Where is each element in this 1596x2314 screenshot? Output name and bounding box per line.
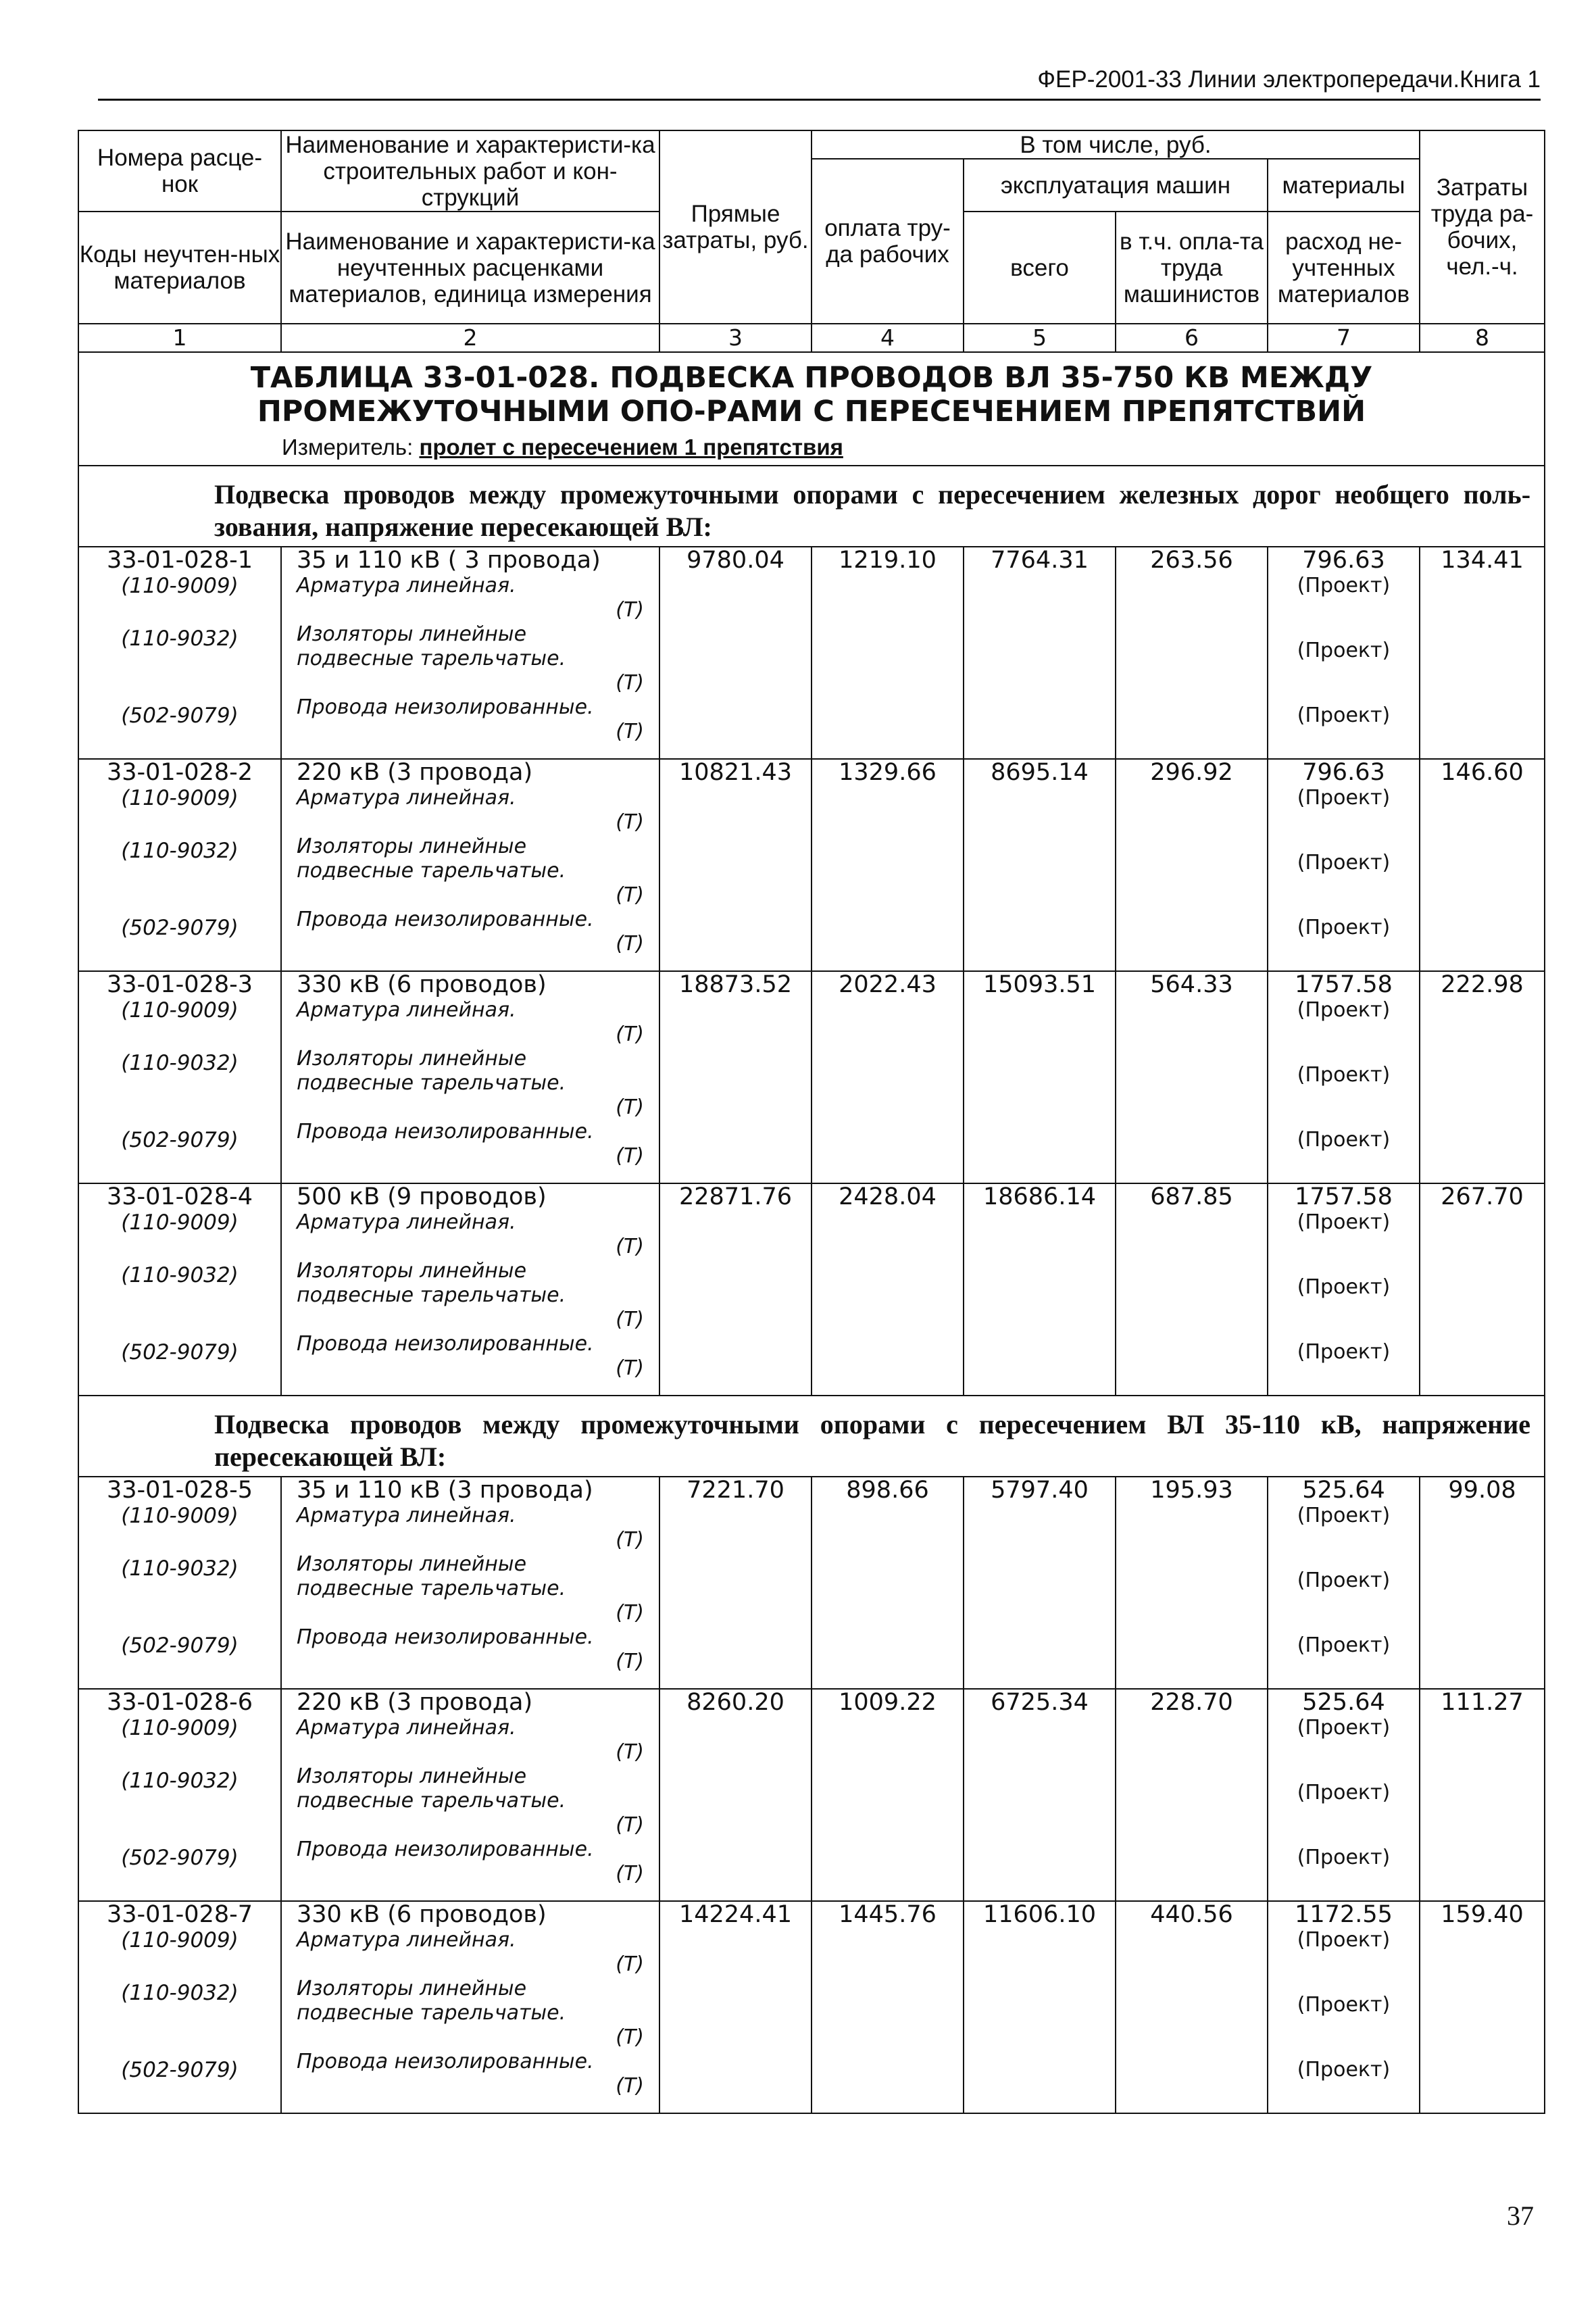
material-unit: (Проект) (1297, 1781, 1391, 1804)
header-rule (98, 99, 1541, 101)
material-type-mark: (Т) (616, 1650, 644, 1673)
machinist-pay-cell (1116, 759, 1268, 971)
work-name-cell (281, 547, 659, 759)
material-name: Провода неизолированные. (297, 695, 594, 719)
table-row (78, 1477, 1545, 1689)
material-type-mark: (Т) (616, 1023, 644, 1046)
column-number: 4 (812, 324, 964, 352)
column-number: 3 (659, 324, 812, 352)
material-unit: (Проект) (1297, 998, 1391, 1022)
material-unit: (Проект) (1297, 639, 1391, 662)
material-type-mark: (Т) (616, 1356, 644, 1380)
worker-pay-cell (812, 1183, 964, 1396)
material-type-mark: (Т) (616, 1144, 644, 1168)
material-type-mark: (Т) (616, 720, 644, 743)
material-type-mark: (Т) (616, 1235, 644, 1258)
direct-costs-value: 14224.41 (678, 1901, 792, 1928)
direct-costs-cell (659, 1183, 812, 1396)
material-unit: (Проект) (1297, 1504, 1391, 1527)
machines-total-value: 6725.34 (991, 1689, 1089, 1716)
machinist-pay-cell (1116, 1689, 1268, 1901)
direct-costs-value: 9780.04 (687, 547, 784, 574)
material-name: Изоляторы линейные подвесные тарельчатые. (297, 1765, 566, 1813)
machines-total-cell (964, 971, 1116, 1183)
material-type-mark: (Т) (616, 2025, 644, 2049)
material-name: Изоляторы линейные подвесные тарельчатые. (297, 835, 566, 883)
machines-total-cell (964, 1689, 1116, 1901)
materials-cell (1268, 1477, 1420, 1689)
labor-hours-cell (1420, 759, 1545, 971)
section-heading-cell (78, 466, 1545, 547)
material-code: (110-9009) (121, 574, 239, 598)
header-machine-operation: эксплуатация машин (964, 159, 1268, 212)
work-name: 220 кВ (3 провода) (297, 1689, 533, 1716)
material-unit: (Проект) (1297, 1846, 1391, 1869)
material-name: Арматура линейная. (297, 998, 516, 1022)
worker-pay-cell (812, 547, 964, 759)
machines-total-value: 15093.51 (982, 971, 1096, 998)
machines-total-cell (964, 1901, 1116, 2113)
material-name: Арматура линейная. (297, 1504, 516, 1527)
machinist-pay-value: 440.56 (1150, 1901, 1233, 1928)
measure-label: Измеритель: (282, 435, 414, 460)
materials-value: 525.64 (1302, 1477, 1385, 1504)
price-table (78, 130, 1545, 2114)
material-unit: (Проект) (1297, 2058, 1391, 2082)
material-unit: (Проект) (1297, 1716, 1391, 1740)
worker-pay-cell (812, 1477, 964, 1689)
material-unit: (Проект) (1297, 1928, 1391, 1952)
labor-hours-cell (1420, 1689, 1545, 1901)
header-material-codes: Коды неучтен-ных материалов (78, 212, 281, 324)
material-code: (502-9079) (121, 2058, 239, 2082)
direct-costs-cell (659, 1689, 812, 1901)
column-number: 2 (281, 324, 659, 352)
machines-total-value: 8695.14 (991, 759, 1089, 786)
rate-code-cell (78, 547, 281, 759)
rate-code: 33-01-028-2 (106, 759, 253, 786)
machines-total-cell (964, 1183, 1116, 1396)
machinist-pay-cell (1116, 1183, 1268, 1396)
labor-hours-value: 222.98 (1441, 971, 1524, 998)
measure-value: пролет с пересечением 1 препятствия (419, 435, 843, 460)
machinist-pay-value: 296.92 (1150, 759, 1233, 786)
labor-hours-cell (1420, 971, 1545, 1183)
material-code: (110-9032) (121, 1263, 239, 1287)
material-code: (502-9079) (121, 916, 239, 940)
material-unit: (Проект) (1297, 1128, 1391, 1152)
materials-cell (1268, 1689, 1420, 1901)
material-name: Провода неизолированные. (297, 908, 594, 931)
material-unit: (Проект) (1297, 704, 1391, 727)
rate-code: 33-01-028-6 (106, 1689, 253, 1716)
material-name: Провода неизолированные. (297, 1625, 594, 1649)
machinist-pay-cell (1116, 1901, 1268, 2113)
material-name: Провода неизолированные. (297, 1332, 594, 1356)
material-name: Изоляторы линейные подвесные тарельчатые. (297, 1977, 566, 2025)
work-name-cell (281, 1183, 659, 1396)
material-name: Арматура линейная. (297, 1928, 516, 1952)
machinist-pay-cell (1116, 547, 1268, 759)
materials-value: 525.64 (1302, 1689, 1385, 1716)
material-type-mark: (Т) (616, 598, 644, 622)
table-title-row (78, 352, 1545, 466)
header-including: В том числе, руб. (812, 130, 1420, 159)
materials-cell (1268, 971, 1420, 1183)
material-type-mark: (Т) (616, 883, 644, 907)
materials-value: 1757.58 (1295, 1183, 1393, 1210)
work-name-cell (281, 1477, 659, 1689)
work-name: 330 кВ (6 проводов) (297, 1901, 547, 1928)
materials-value: 1172.55 (1295, 1901, 1393, 1928)
machines-total-value: 11606.10 (982, 1901, 1096, 1928)
material-name: Арматура линейная. (297, 1210, 516, 1234)
material-name: Провода неизолированные. (297, 1120, 594, 1143)
running-head: ФЕР-2001-33 Линии электропередачи.Книга 1 (1037, 66, 1541, 93)
table-row (78, 759, 1545, 971)
material-code: (502-9079) (121, 1340, 239, 1364)
material-unit: (Проект) (1297, 1275, 1391, 1299)
rate-code: 33-01-028-4 (106, 1183, 253, 1210)
material-code: (110-9032) (121, 1769, 239, 1793)
price-table-container (78, 130, 1544, 2114)
direct-costs-value: 10821.43 (678, 759, 792, 786)
materials-value: 1757.58 (1295, 971, 1393, 998)
table-row (78, 547, 1545, 759)
rate-code-cell (78, 1477, 281, 1689)
labor-hours-value: 267.70 (1441, 1183, 1524, 1210)
table-row (78, 1901, 1545, 2113)
machinist-pay-value: 564.33 (1150, 971, 1233, 998)
labor-hours-cell (1420, 1901, 1545, 2113)
material-type-mark: (Т) (616, 932, 644, 956)
work-name-cell (281, 971, 659, 1183)
table-row (78, 1183, 1545, 1396)
material-unit: (Проект) (1297, 1210, 1391, 1234)
work-name: 35 и 110 кВ (3 провода) (297, 1477, 593, 1504)
material-code: (502-9079) (121, 1128, 239, 1152)
table-title-cell (78, 352, 1545, 466)
material-unit: (Проект) (1297, 574, 1391, 597)
material-name: Изоляторы линейные подвесные тарельчатые. (297, 1259, 566, 1307)
header-machines-total: всего (964, 212, 1116, 324)
header-direct-costs: Прямые затраты, руб. (659, 130, 812, 324)
work-name: 500 кВ (9 проводов) (297, 1183, 547, 1210)
material-code: (110-9032) (121, 1981, 239, 2005)
labor-hours-cell (1420, 1477, 1545, 1689)
machines-total-value: 5797.40 (991, 1477, 1089, 1504)
direct-costs-value: 22871.76 (678, 1183, 792, 1210)
section-heading-row (78, 1396, 1545, 1477)
direct-costs-cell (659, 1901, 812, 2113)
material-name: Изоляторы линейные подвесные тарельчатые. (297, 622, 566, 670)
machinist-pay-cell (1116, 1477, 1268, 1689)
rate-code: 33-01-028-7 (106, 1901, 253, 1928)
material-unit: (Проект) (1297, 1633, 1391, 1657)
material-code: (110-9032) (121, 1051, 239, 1075)
material-code: (502-9079) (121, 704, 239, 728)
materials-cell (1268, 547, 1420, 759)
section-heading-row (78, 466, 1545, 547)
table-row (78, 1689, 1545, 1901)
machinist-pay-cell (1116, 971, 1268, 1183)
section-heading: Подвеска проводов между промежуточными опорами с пересечением ВЛ 35-110 кВ, напряжение пересекающей ВЛ: (214, 1409, 1531, 1472)
material-code: (502-9079) (121, 1846, 239, 1870)
rate-code-cell (78, 1689, 281, 1901)
material-name: Провода неизолированные. (297, 1838, 594, 1861)
section-heading: Подвеска проводов между промежуточными опорами с пересечением железных дорог необщего поль-зования, напряжение пересекающей ВЛ: (214, 479, 1531, 542)
direct-costs-cell (659, 759, 812, 971)
material-type-mark: (Т) (616, 1740, 644, 1764)
header-unaccounted-materials: расход не-учтенных материалов (1268, 212, 1420, 324)
material-code: (110-9009) (121, 786, 239, 810)
material-type-mark: (Т) (616, 1308, 644, 1331)
direct-costs-value: 7221.70 (687, 1477, 784, 1504)
worker-pay-cell (812, 1901, 964, 2113)
labor-hours-value: 99.08 (1448, 1477, 1516, 1504)
work-name: 220 кВ (3 провода) (297, 759, 533, 786)
column-numbers-row (78, 324, 1545, 352)
machines-total-value: 18686.14 (982, 1183, 1096, 1210)
measure-line (79, 428, 1544, 465)
material-unit: (Проект) (1297, 851, 1391, 875)
material-name: Провода неизолированные. (297, 2050, 594, 2073)
material-unit: (Проект) (1297, 1340, 1391, 1364)
worker-pay-cell (812, 759, 964, 971)
rate-code: 33-01-028-5 (106, 1477, 253, 1504)
material-type-mark: (Т) (616, 1096, 644, 1119)
header-rate-numbers: Номера расце-нок (78, 130, 281, 212)
material-code: (110-9009) (121, 1504, 239, 1528)
worker-pay-cell (812, 971, 964, 1183)
rate-code-cell (78, 759, 281, 971)
material-unit: (Проект) (1297, 1993, 1391, 2017)
material-unit: (Проект) (1297, 1569, 1391, 1592)
material-name: Изоляторы линейные подвесные тарельчатые. (297, 1552, 566, 1600)
worker-pay-value: 1009.22 (839, 1689, 937, 1716)
material-type-mark: (Т) (616, 2074, 644, 2098)
material-name: Изоляторы линейные подвесные тарельчатые. (297, 1047, 566, 1095)
column-number: 8 (1420, 324, 1545, 352)
header-materials: материалы (1268, 159, 1420, 212)
material-code: (110-9032) (121, 1556, 239, 1581)
table-row (78, 971, 1545, 1183)
machines-total-value: 7764.31 (991, 547, 1089, 574)
labor-hours-cell (1420, 1183, 1545, 1396)
material-type-mark: (Т) (616, 1528, 644, 1552)
material-unit: (Проект) (1297, 916, 1391, 939)
material-code: (110-9009) (121, 998, 239, 1023)
material-code: (502-9079) (121, 1633, 239, 1658)
material-type-mark: (Т) (616, 1952, 644, 1976)
rate-code-cell (78, 1183, 281, 1396)
page-number: 37 (1507, 2200, 1534, 2231)
labor-hours-value: 111.27 (1441, 1689, 1524, 1716)
work-name: 330 кВ (6 проводов) (297, 971, 547, 998)
machinist-pay-value: 263.56 (1150, 547, 1233, 574)
labor-hours-cell (1420, 547, 1545, 759)
work-name-cell (281, 1901, 659, 2113)
work-name-cell (281, 1689, 659, 1901)
labor-hours-value: 146.60 (1441, 759, 1524, 786)
labor-hours-value: 134.41 (1441, 547, 1524, 574)
header-labor-hours: Затраты труда ра-бочих, чел.-ч. (1420, 130, 1545, 324)
table-title: ТАБЛИЦА 33-01-028. ПОДВЕСКА ПРОВОДОВ ВЛ 35-750 КВ МЕЖДУ ПРОМЕЖУТОЧНЫМИ ОПО-РАМИ С ПЕРЕСЕЧЕНИЕМ ПРЕПЯТСТВИЙ (250, 361, 1373, 428)
worker-pay-cell (812, 1689, 964, 1901)
work-name: 35 и 110 кВ ( 3 провода) (297, 547, 601, 574)
direct-costs-value: 8260.20 (687, 1689, 784, 1716)
material-code: (110-9009) (121, 1210, 239, 1235)
direct-costs-value: 18873.52 (678, 971, 792, 998)
header-material-names: Наименование и характеристи-ка неучтенных расценками материалов, единица измерения (281, 212, 659, 324)
header-work-name: Наименование и характеристи-ка строительных работ и кон-струкций (281, 130, 659, 212)
materials-cell (1268, 759, 1420, 971)
machinist-pay-value: 687.85 (1150, 1183, 1233, 1210)
machinist-pay-value: 195.93 (1150, 1477, 1233, 1504)
column-number: 6 (1116, 324, 1268, 352)
machinist-pay-value: 228.70 (1150, 1689, 1233, 1716)
materials-value: 796.63 (1302, 547, 1385, 574)
direct-costs-cell (659, 1477, 812, 1689)
material-name: Арматура линейная. (297, 1716, 516, 1740)
worker-pay-value: 2022.43 (839, 971, 937, 998)
material-unit: (Проект) (1297, 786, 1391, 810)
rate-code-cell (78, 1901, 281, 2113)
machines-total-cell (964, 759, 1116, 971)
worker-pay-value: 898.66 (846, 1477, 929, 1504)
material-type-mark: (Т) (616, 1862, 644, 1886)
material-type-mark: (Т) (616, 810, 644, 834)
materials-value: 796.63 (1302, 759, 1385, 786)
header-worker-pay: оплата тру-да рабочих (812, 159, 964, 324)
material-name: Арматура линейная. (297, 786, 516, 810)
material-type-mark: (Т) (616, 671, 644, 695)
material-type-mark: (Т) (616, 1601, 644, 1625)
materials-cell (1268, 1901, 1420, 2113)
material-type-mark: (Т) (616, 1813, 644, 1837)
material-name: Арматура линейная. (297, 574, 516, 597)
material-code: (110-9032) (121, 626, 239, 651)
material-code: (110-9032) (121, 839, 239, 863)
rate-code: 33-01-028-1 (106, 547, 253, 574)
header-machinist-pay: в т.ч. опла-та труда машинистов (1116, 212, 1268, 324)
direct-costs-cell (659, 547, 812, 759)
column-number: 7 (1268, 324, 1420, 352)
materials-cell (1268, 1183, 1420, 1396)
direct-costs-cell (659, 971, 812, 1183)
section-heading-cell (78, 1396, 1545, 1477)
material-unit: (Проект) (1297, 1063, 1391, 1087)
material-code: (110-9009) (121, 1928, 239, 1952)
machines-total-cell (964, 1477, 1116, 1689)
worker-pay-value: 2428.04 (839, 1183, 937, 1210)
labor-hours-value: 159.40 (1441, 1901, 1524, 1928)
rate-code-cell (78, 971, 281, 1183)
column-number: 1 (78, 324, 281, 352)
worker-pay-value: 1329.66 (839, 759, 937, 786)
work-name-cell (281, 759, 659, 971)
column-number: 5 (964, 324, 1116, 352)
worker-pay-value: 1445.76 (839, 1901, 937, 1928)
material-code: (110-9009) (121, 1716, 239, 1740)
rate-code: 33-01-028-3 (106, 971, 253, 998)
machines-total-cell (964, 547, 1116, 759)
worker-pay-value: 1219.10 (839, 547, 937, 574)
